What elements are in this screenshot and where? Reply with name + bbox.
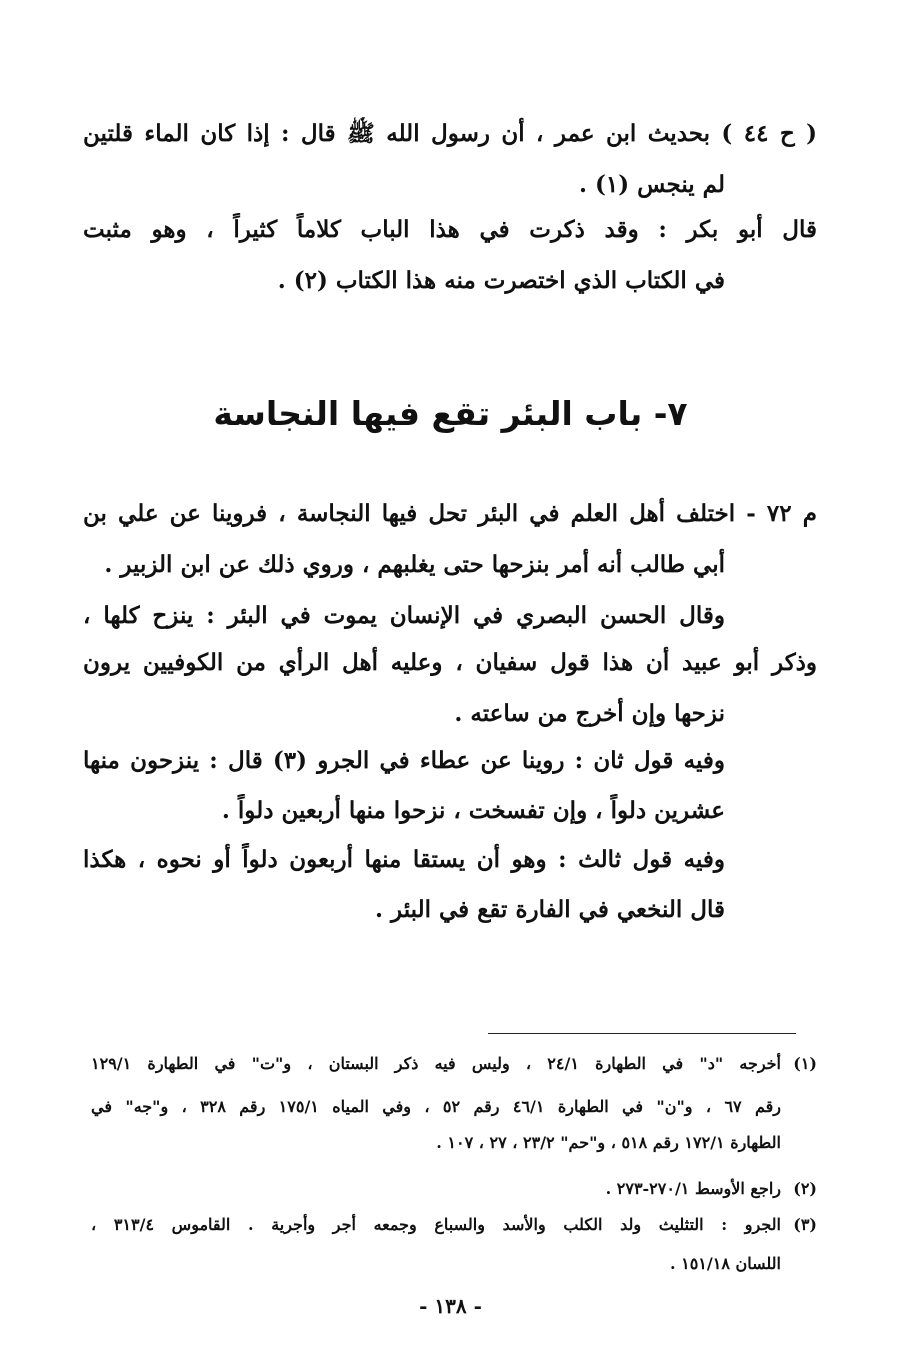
footnote-line: أخرجه "د" في الطهارة ٢٤/١ ، وليس فيه ذكر البستان ، و"ت" في الطهارة ١٢٩/١	[91, 1054, 781, 1073]
text-line: وفيه قول ثان : روينا عن عطاء في الجرو (٣) قال : ينزحون منها	[83, 747, 725, 774]
footnote-line: الجرو : التثليث ولد الكلب والأسد والسباع وجمعه أجر وأجرية . القاموس ٣١٣/٤ ،	[91, 1215, 781, 1234]
footnote-number: (١)	[793, 1054, 817, 1073]
text-line: نزحها وإن أخرج من ساعته .	[454, 700, 725, 727]
footnote-separator	[488, 1033, 796, 1034]
footnote-line: راجع الأوسط ٢٧٠/١-٢٧٣ .	[605, 1179, 781, 1198]
chapter-heading: ٧- باب البئر تقع فيها النجاسة	[213, 394, 688, 433]
text-line: قال النخعي في الفارة تقع في البئر .	[375, 896, 725, 923]
footnote-number: (٢)	[793, 1179, 817, 1198]
text-line: م ٧٢ - اختلف أهل العلم في البئر تحل فيها النجاسة ، فروينا عن علي بن	[83, 500, 817, 527]
footnote-line: الطهارة ١٧٢/١ رقم ٥١٨ ، و"حم" ٢٣/٢ ، ٢٧ ، ١٠٧ .	[436, 1133, 781, 1152]
footnote-line: اللسان ١٥١/١٨ .	[669, 1254, 781, 1273]
footnote-number: (٣)	[793, 1215, 817, 1234]
text-line: وذكر أبو عبيد أن هذا قول سفيان ، وعليه أهل الرأي من الكوفيين يرون	[83, 649, 817, 676]
footnote-line: رقم ٦٧ ، و"ن" في الطهارة ٤٦/١ رقم ٥٢ ، وفي المياه ١٧٥/١ رقم ٣٢٨ ، و"جه" في	[91, 1097, 781, 1116]
text-line: وفيه قول ثالث : وهو أن يستقا منها أربعون دلواً أو نحوه ، هكذا	[83, 846, 725, 873]
text-line: قال أبو بكر : وقد ذكرت في هذا الباب كلاماً كثيراً ، وهو مثبت	[83, 216, 817, 243]
text-line: وقال الحسن البصري في الإنسان يموت في البئر : ينزح كلها ،	[83, 602, 725, 629]
text-line: أبي طالب أنه أمر بنزحها حتى يغلبهم ، وروي ذلك عن ابن الزبير .	[104, 551, 725, 578]
page-number: - ١٣٨ -	[419, 1294, 482, 1318]
text-line: لم ينجس (١) .	[579, 171, 725, 198]
text-line: ( ح ٤٤ ) بحديث ابن عمر ، أن رسول الله ﷺ قال : إذا كان الماء قلتين	[83, 120, 817, 147]
text-line: في الكتاب الذي اختصرت منه هذا الكتاب (٢) .	[277, 267, 725, 294]
text-line: عشرين دلواً ، وإن تفسخت ، نزحوا منها أربعين دلواً .	[221, 797, 725, 824]
